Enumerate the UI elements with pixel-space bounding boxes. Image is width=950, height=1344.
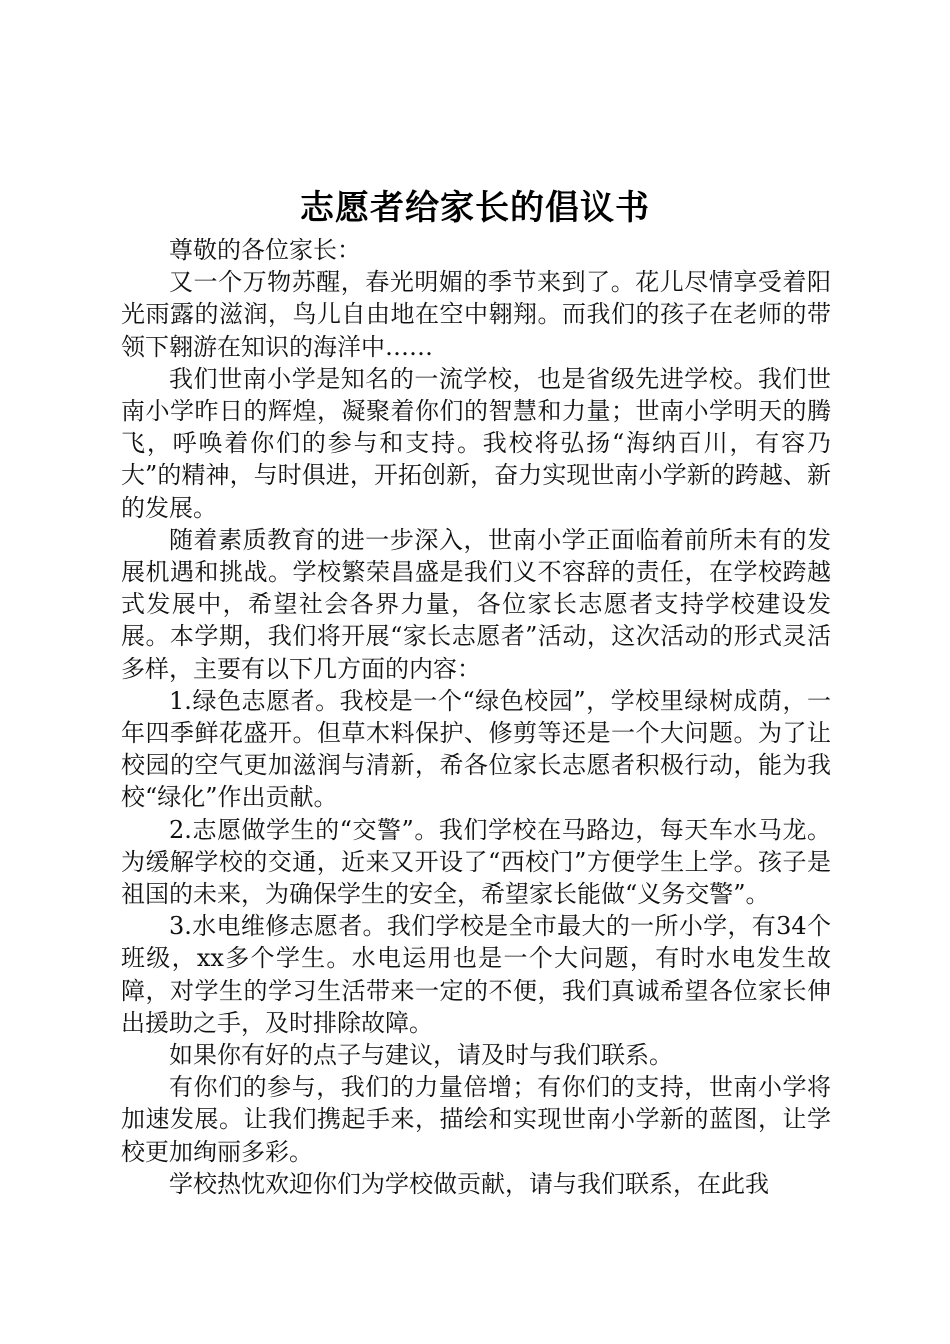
paragraph-closing: 学校热忱欢迎你们为学校做贡献，请与我们联系，在此我 <box>169 1169 769 1198</box>
paragraph-item-green: 1.绿色志愿者。我校是一个“绿色校园”，学校里绿树成荫，一年四季鲜花盛开。但草木料保护、修剪等还是一个大问题。为了让校园的空气更加滋润与清新，希各位家长志愿者积极行动，能为我校“绿化”作出贡献。 <box>121 686 831 812</box>
paragraph-item-repair: 3.水电维修志愿者。我们学校是全市最大的一所小学，有34个班级，xx多个学生。水电运用也是一个大问题，有时水电发生故障，对学生的学习生活带来一定的不便，我们真诚希望各位家长伸出援助之手，及时排除故障。 <box>121 912 831 1037</box>
salutation: 尊敬的各位家长： <box>169 236 361 264</box>
paragraph-activity: 随着素质教育的进一步深入，世南小学正面临着前所未有的发展机遇和挑战。学校繁荣昌盛是我们义不容辞的责任，在学校跨越式发展中，希望社会各界力量，各位家长志愿者支持学校建设发展。本学期，我们将开展“家长志愿者”活动，这次活动的形式灵活多样，主要有以下几方面的内容： <box>121 525 831 683</box>
paragraph-contact: 如果你有好的点子与建议，请及时与我们联系。 <box>169 1041 673 1070</box>
paragraph-item-traffic: 2.志愿做学生的“交警”。我们学校在马路边，每天车水马龙。为缓解学校的交通，近来又开设了“西校门”方便学生上学。孩子是祖国的未来，为确保学生的安全，希望家长能做“义务交警”。 <box>121 815 831 909</box>
paragraph-support: 有你们的参与，我们的力量倍增；有你们的支持，世南小学将加速发展。让我们携起手来，描绘和实现世南小学新的蓝图，让学校更加绚丽多彩。 <box>121 1073 831 1166</box>
document-title: 志愿者给家长的倡议书 <box>300 188 650 228</box>
paragraph-intro: 又一个万物苏醒，春光明媚的季节来到了。花儿尽情享受着阳光雨露的滋润，鸟儿自由地在空中翱翔。而我们的孩子在老师的带领下翱游在知识的海洋中…… <box>121 268 831 361</box>
document-body <box>121 234 831 1200</box>
paragraph-school: 我们世南小学是知名的一流学校，也是省级先进学校。我们世南小学昨日的辉煌，凝聚着你们的智慧和力量；世南小学明天的腾飞，呼唤着你们的参与和支持。我校将弘扬“海纳百川，有容乃大”的精神，与时俱进，开拓创新，奋力实现世南小学新的跨越、新的发展。 <box>121 364 831 522</box>
